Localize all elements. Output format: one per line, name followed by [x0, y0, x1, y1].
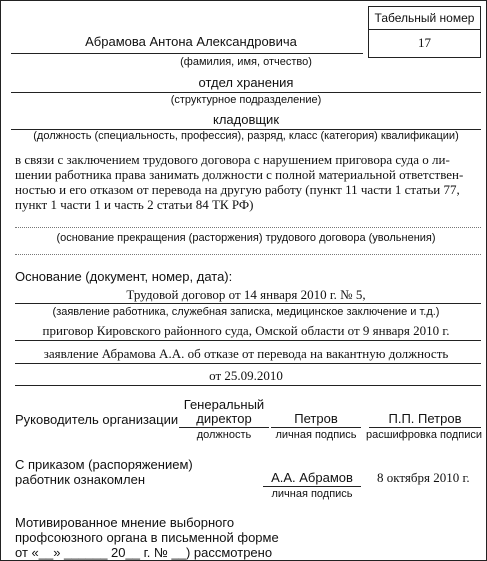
employee-signature: А.А. Абрамов — [271, 470, 353, 485]
basis-doc2-underline — [15, 340, 481, 341]
grounds-dotted-line — [15, 227, 481, 228]
department-value: отдел хранения — [198, 75, 294, 90]
grounds-line: шении работника права занимать должности с полной материальной ответствен- — [15, 167, 464, 182]
grounds-dotted-line-2 — [15, 254, 481, 255]
head-decode-underline — [369, 427, 481, 428]
basis-doc2: приговор Кировского районного суда, Омской области от 9 января 2010 г. — [42, 323, 450, 338]
acquainted-line1: С приказом (распоряжением) — [15, 457, 193, 472]
employee-signature-underline — [263, 486, 361, 487]
acquainted-line2: работник ознакомлен — [15, 472, 145, 487]
basis-label: Основание (документ, номер, дата): — [15, 269, 233, 284]
basis-doc3: заявление Абрамова А.А. об отказе от перевода на вакантную должность — [43, 346, 449, 361]
basis-doc4: от 25.09.2010 — [209, 368, 283, 383]
head-decode: П.П. Петров — [388, 411, 462, 426]
grounds-caption: (основание прекращения (расторжения) трудового договора (увольнения) — [56, 232, 436, 244]
head-position-underline — [179, 427, 269, 428]
employee-name-caption: (фамилия, имя, отчество) — [180, 56, 312, 68]
employee-name-underline — [11, 53, 363, 54]
basis-doc1-caption: (заявление работника, служебная записка, медицинское заключение и т.д.) — [52, 306, 440, 318]
employee-name: Абрамова Антона Александровича — [85, 34, 297, 49]
head-signature-caption: личная подпись — [275, 429, 357, 441]
basis-doc3-underline — [15, 363, 481, 364]
union-text — [15, 515, 279, 560]
head-signature: Петров — [294, 411, 338, 426]
grounds-line: в связи с заключением трудового договора с нарушением приговора суда о ли- — [15, 152, 450, 167]
head-decode-caption: расшифровка подписи — [365, 429, 483, 441]
basis-doc1: Трудовой договор от 14 января 2010 г. № 5, — [126, 287, 366, 302]
union-line3: от «__» ______ 20__ г. № __) рассмотрено — [15, 545, 273, 560]
head-position-caption: должность — [196, 429, 252, 441]
acquainted-date: 8 октября 2010 г. — [377, 470, 470, 485]
union-line1: Мотивированное мнение выборного — [15, 515, 235, 530]
basis-doc4-underline — [15, 385, 481, 386]
basis-doc1-underline — [15, 303, 481, 304]
personnel-number-label: Табельный номер — [369, 7, 480, 30]
department-underline — [11, 92, 481, 93]
personnel-number-value: 17 — [418, 35, 431, 50]
position-value: кладовщик — [212, 112, 279, 127]
grounds-line: пункт 1 части 1 и часть 2 статьи 84 ТК РФ) — [15, 197, 254, 212]
personnel-number-box — [368, 6, 481, 58]
head-signature-underline — [271, 427, 361, 428]
union-line2: профсоюзного органа в письменной форме — [15, 530, 279, 545]
head-position — [179, 398, 269, 426]
position-caption: (должность (специальность, профессия), разряд, класс (категория) квалификации) — [33, 130, 459, 142]
head-label: Руководитель организации — [15, 412, 179, 427]
employee-signature-caption: личная подпись — [271, 488, 353, 500]
department-caption: (структурное подразделение) — [170, 94, 322, 106]
grounds-line: ностью и его отказом от перевода на другую работу (пункт 11 части 1 статьи 77, — [15, 182, 460, 197]
head-position-line2: директор — [196, 411, 252, 426]
grounds-text — [15, 152, 483, 212]
acquainted-text — [15, 457, 193, 487]
head-position-line1: Генеральный — [183, 397, 265, 412]
